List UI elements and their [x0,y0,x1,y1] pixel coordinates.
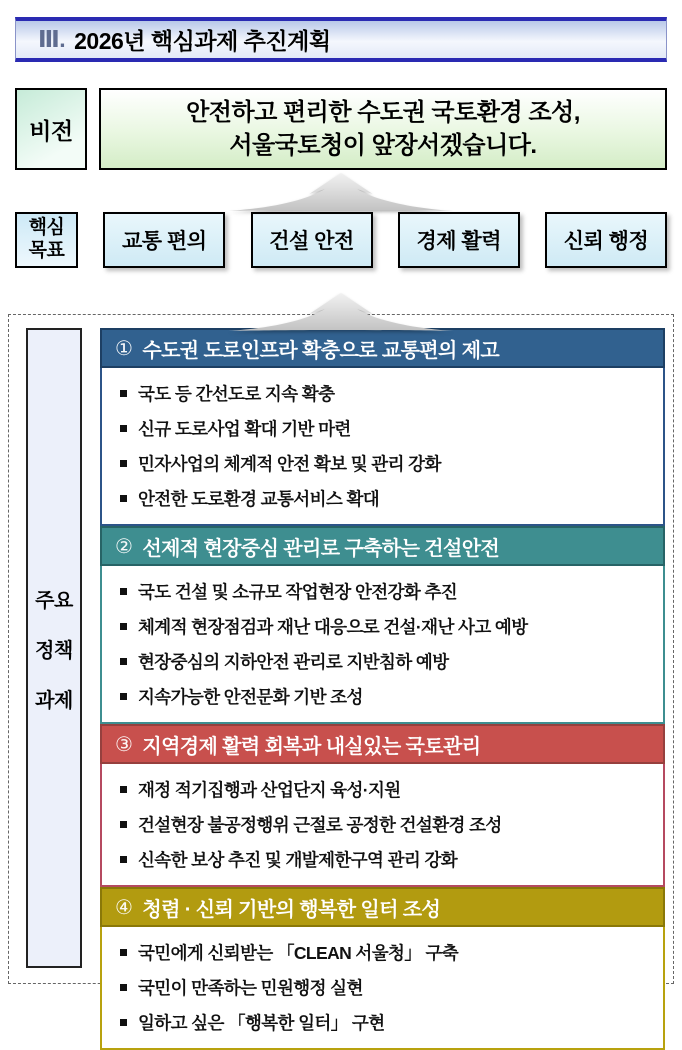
goals-row [15,212,667,268]
section-4-header [100,887,665,927]
vision-label: 비전 [15,88,87,170]
page [0,17,682,1033]
vision-box [99,88,667,170]
bullet-square-icon [120,693,127,700]
policy-container [8,314,674,1033]
goal-box-economy: 경제 활력 [398,212,520,268]
bullet-square-icon [120,984,127,991]
bullet-item: 지속가능한 안전문화 기반 조성 [112,679,653,714]
bullet-item: 국민이 만족하는 민원행정 실현 [112,970,653,1005]
goal-box-trust: 신뢰 행정 [545,212,667,268]
bullet-square-icon [120,856,127,863]
sidebar-word: 주요 [35,589,73,612]
section-4-number-icon: ④ [115,896,133,919]
title-text: 2026년 핵심과제 추진계획 [74,28,331,54]
section-4-title: 청렴 · 신뢰 기반의 행복한 일터 조성 [142,898,441,921]
page-title [15,17,667,62]
bullet-square-icon [120,623,127,630]
section-2-body [100,566,665,724]
bullet-item: 신규 도로사업 확대 기반 마련 [112,411,653,446]
bullet-item: 국민에게 신뢰받는 「CLEAN 서울청」 구축 [112,935,653,970]
bullet-square-icon [120,425,127,432]
section-2-title: 선제적 현장중심 관리로 구축하는 건설안전 [142,537,500,560]
bullet-item: 현장중심의 지하안전 관리로 지반침하 예방 [112,644,653,679]
bullet-square-icon [120,821,127,828]
section-1-title: 수도권 도로인프라 확충으로 교통편의 제고 [142,339,500,362]
bullet-square-icon [120,658,127,665]
goal-box-construction: 건설 안전 [251,212,373,268]
goals-label [15,212,78,268]
policy-section-2 [100,526,665,724]
sidebar-word: 과제 [35,689,73,712]
section-3-body [100,764,665,887]
section-2-number-icon: ② [115,535,133,558]
section-2-header [100,526,665,566]
vision-line-2: 서울국토청이 앞장서겠습니다. [229,132,537,159]
bullet-item: 신속한 보상 추진 및 개발제한구역 관리 강화 [112,842,653,877]
bullet-item: 안전한 도로환경 교통서비스 확대 [112,481,653,516]
bullet-square-icon [120,460,127,467]
bullet-square-icon [120,949,127,956]
bullet-item: 체계적 현장점검과 재난 대응으로 건설·재난 사고 예방 [112,609,653,644]
policy-sidebar [26,328,82,968]
section-4-body [100,927,665,1050]
vision-row [15,88,667,170]
goal-box-traffic: 교통 편의 [103,212,225,268]
section-1-number-icon: ① [115,337,133,360]
bullet-item: 일하고 싶은 「행복한 일터」 구현 [112,1005,653,1040]
policy-section-3 [100,724,665,887]
section-1-header [100,328,665,368]
policy-section-4 [100,887,665,1050]
section-1-body [100,368,665,526]
up-arrow-icon [223,290,459,332]
bullet-item: 건설현장 불공정행위 근절로 공정한 건설환경 조성 [112,807,653,842]
policy-section-1 [100,328,665,526]
bullet-square-icon [120,786,127,793]
bullet-square-icon [120,495,127,502]
bullet-item: 국도 건설 및 소규모 작업현장 안전강화 추진 [112,574,653,609]
up-arrow-icon [223,170,459,212]
bullet-square-icon [120,390,127,397]
policy-sections [100,328,665,1033]
sidebar-word: 정책 [35,639,73,662]
bullet-square-icon [120,1019,127,1026]
section-3-number-icon: ③ [115,733,133,756]
bullet-item: 국도 등 간선도로 지속 확충 [112,376,653,411]
vision-line-1: 안전하고 편리한 수도권 국토환경 조성, [186,98,580,126]
goals-label-line1: 핵심 [28,217,65,239]
title-numeral: Ⅲ. [38,26,66,52]
bullet-item: 민자사업의 체계적 안전 확보 및 관리 강화 [112,446,653,481]
bullet-item: 재정 적기집행과 산업단지 육성·지원 [112,772,653,807]
section-3-title: 지역경제 활력 회복과 내실있는 국토관리 [142,735,481,758]
bullet-square-icon [120,588,127,595]
section-3-header [100,724,665,764]
goals-label-line2: 목표 [28,240,65,261]
